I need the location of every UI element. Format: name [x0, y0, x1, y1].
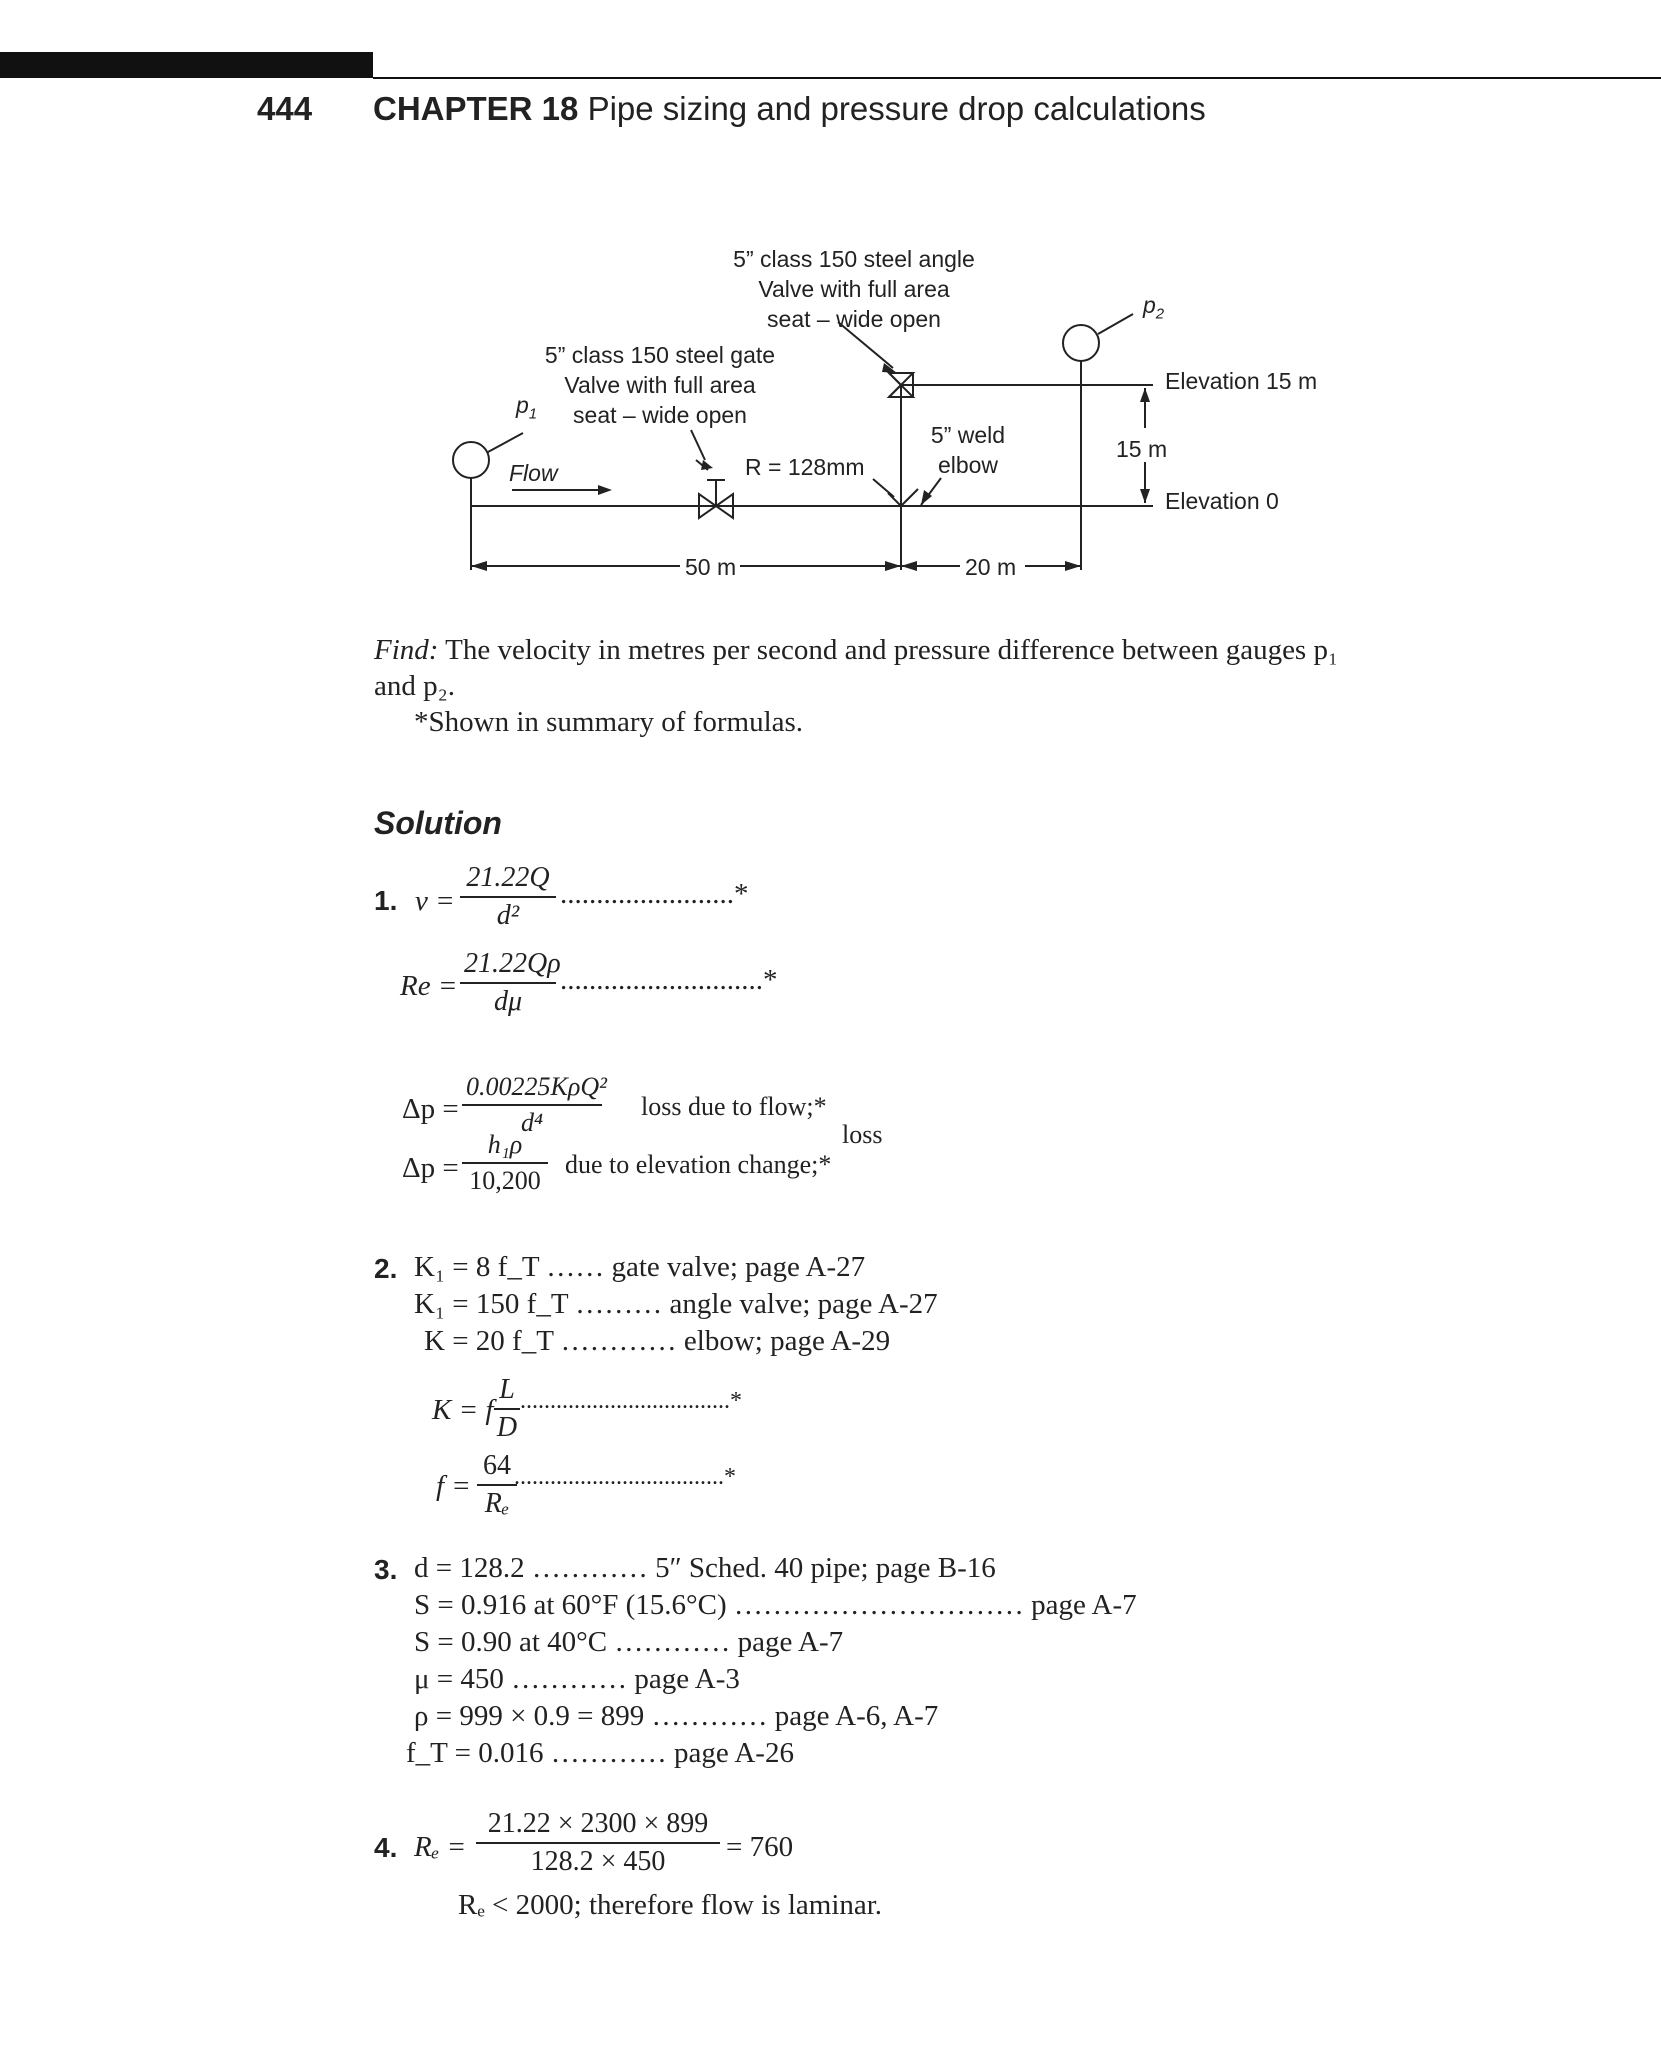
re-numerator: 21.22Qρ — [464, 948, 561, 979]
page-number: 444 — [257, 90, 313, 127]
elbow-label-line: 5” weld — [930, 422, 1006, 448]
f-denominator: Rₑ — [484, 1488, 510, 1519]
re-fraction — [460, 948, 561, 1018]
angle-valve-label-line: Valve with full area — [758, 276, 950, 302]
find-lead: Find: — [374, 634, 439, 666]
flow-label: Flow — [509, 460, 558, 486]
v-fraction — [460, 862, 556, 932]
dp2-denominator: 10,200 — [469, 1166, 541, 1195]
k-dots: ...................................* — [520, 1388, 742, 1414]
gauge-p2-icon — [1063, 325, 1099, 361]
step-3-line: S = 0.916 at 60°F (15.6°C) ………………………… page A-7 — [414, 1589, 1137, 1621]
k-fraction — [494, 1374, 520, 1444]
step-3-line: μ = 450 ………… page A-3 — [414, 1663, 740, 1695]
find-text: The velocity in metres per second and pressure difference between gauges p₁ — [445, 634, 1339, 666]
step-2-line: K₁ = 150 f_T ……… angle valve; page A-27 — [414, 1288, 938, 1320]
height-dimension: 15 m — [1116, 436, 1168, 462]
solution-heading: Solution — [374, 805, 502, 841]
v-lhs: v = — [415, 885, 455, 917]
re-result-numerator: 21.22 × 2300 × 899 — [487, 1808, 709, 1839]
step-1-number: 1. — [374, 885, 398, 916]
gate-valve-label-line: seat – wide open — [573, 402, 747, 428]
radius-label: R = 128mm — [745, 454, 865, 480]
dp1-text: loss due to flow;* — [641, 1092, 827, 1121]
f-dots: ...................................* — [514, 1464, 736, 1490]
re-denominator: dμ — [493, 986, 523, 1017]
find-line-1 — [374, 634, 1338, 667]
step-3-line: d = 128.2 ………… 5″ Sched. 40 pipe; page B-16 — [414, 1552, 996, 1584]
re-result-fraction — [476, 1808, 720, 1878]
v-denominator: d² — [496, 900, 520, 931]
re-dots: ............................* — [560, 964, 778, 996]
dp1-numerator: 0.00225KρQ² — [466, 1072, 607, 1101]
v-dots: ........................* — [560, 878, 749, 910]
angle-valve-label — [724, 244, 984, 334]
step-4-number: 4. — [374, 1832, 398, 1863]
chapter-label: CHAPTER 18 — [373, 90, 579, 127]
dp1-fraction — [462, 1072, 607, 1138]
p1-label — [516, 392, 537, 423]
step-2-number: 2. — [374, 1253, 398, 1284]
k-denominator: D — [496, 1412, 518, 1443]
laminar-conclusion: Rₑ < 2000; therefore flow is laminar. — [458, 1889, 883, 1921]
elevation-bottom-label: Elevation 0 — [1165, 488, 1279, 514]
f-fraction — [477, 1450, 517, 1520]
f-lhs: f = — [436, 1470, 471, 1502]
p1-letter: p — [516, 392, 529, 418]
step-2-line: K₁ = 8 f_T …… gate valve; page A-27 — [414, 1251, 866, 1283]
re-result-denominator: 128.2 × 450 — [530, 1846, 666, 1877]
p2-letter: p — [1143, 292, 1156, 318]
elevation-top-label: Elevation 15 m — [1165, 368, 1318, 394]
k-lhs: K = f — [432, 1394, 494, 1426]
angle-valve-icon — [889, 373, 913, 385]
re-lhs: Re = — [400, 970, 458, 1002]
dp2-numerator: h₁ρ — [487, 1130, 523, 1159]
dp2-fraction — [462, 1130, 548, 1196]
gate-valve-label — [530, 340, 790, 430]
loss-word: loss — [842, 1120, 883, 1149]
length-dimension-50: 50 m — [685, 554, 737, 580]
gate-valve-label-line: Valve with full area — [564, 372, 756, 398]
elbow-label-line: elbow — [937, 452, 999, 478]
chapter-title: Pipe sizing and pressure drop calculations — [587, 90, 1206, 127]
gate-valve-label-line: 5” class 150 steel gate — [544, 342, 776, 368]
p2-label — [1143, 292, 1164, 323]
step-3-line: ρ = 999 × 0.9 = 899 ………… page A-6, A-7 — [414, 1700, 939, 1732]
angle-valve-label-line: seat – wide open — [767, 306, 941, 332]
dp2-text: due to elevation change;* — [565, 1150, 832, 1179]
step-3-number: 3. — [374, 1554, 398, 1585]
f-numerator: 64 — [483, 1450, 511, 1481]
dp1-denominator: d⁴ — [520, 1108, 544, 1137]
v-numerator: 21.22Q — [466, 862, 550, 893]
dp1-lhs: Δp = — [402, 1093, 459, 1125]
find-line-2: and p₂. — [374, 670, 455, 702]
re-result-lhs: Rₑ = — [414, 1831, 467, 1863]
length-dimension-20: 20 m — [965, 554, 1017, 580]
p2-sub: 2 — [1155, 305, 1165, 323]
step-2-line: K = 20 f_T ………… elbow; page A-29 — [424, 1325, 891, 1357]
step-3-line: f_T = 0.016 ………… page A-26 — [406, 1737, 794, 1769]
p1-sub: 1 — [528, 405, 538, 423]
dp2-lhs: Δp = — [402, 1152, 459, 1184]
angle-valve-label-line: 5” class 150 steel angle — [733, 246, 975, 272]
k-numerator: L — [499, 1374, 515, 1405]
find-note: *Shown in summary of formulas. — [414, 706, 804, 738]
elbow-label — [918, 420, 1018, 480]
gauge-p1-icon — [453, 442, 489, 478]
re-result-value: = 760 — [726, 1831, 794, 1863]
step-3-line: S = 0.90 at 40°C ………… page A-7 — [414, 1626, 844, 1658]
